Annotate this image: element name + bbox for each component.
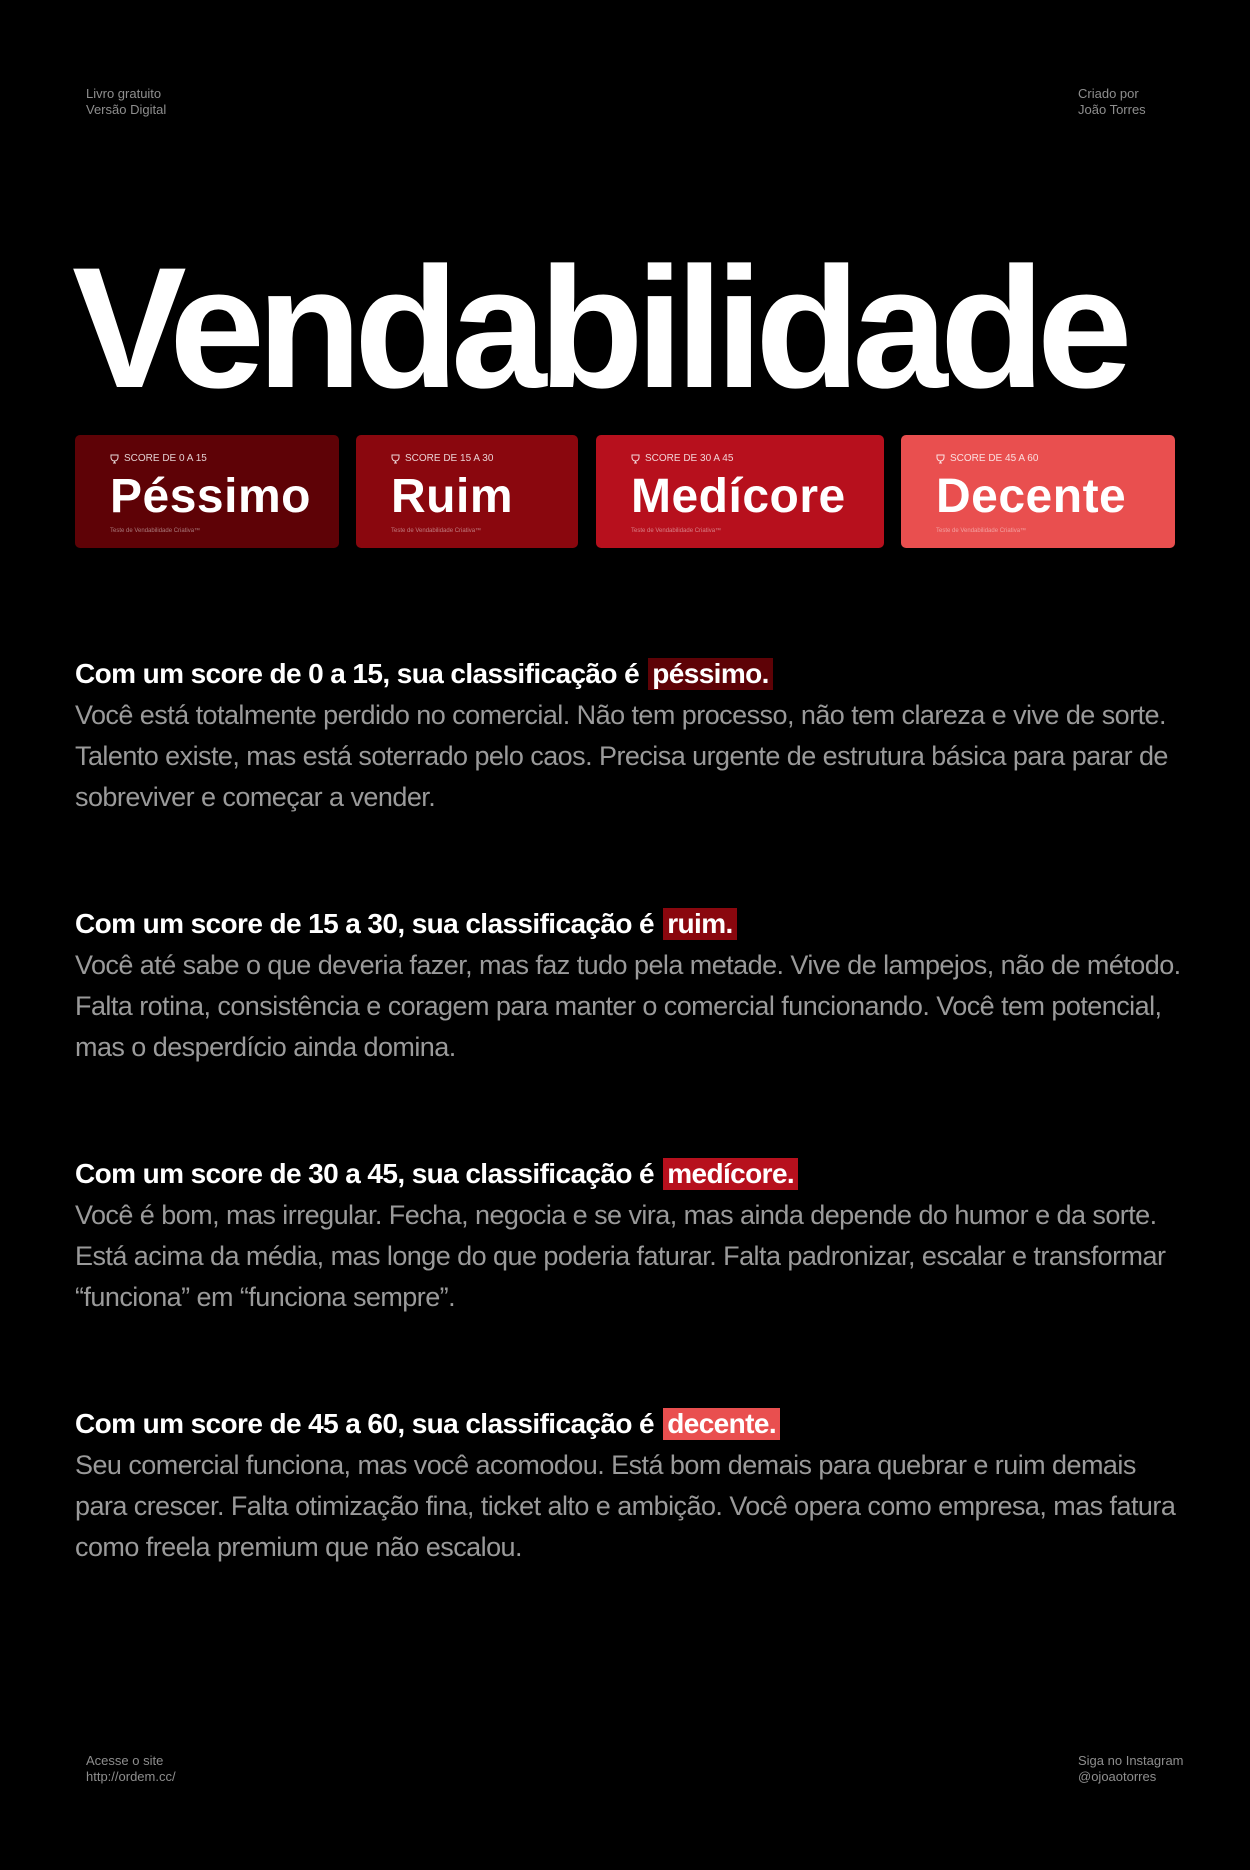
score-card-footer: Teste de Vendabilidade Criativa™	[391, 528, 482, 534]
section-pessimo	[75, 655, 1185, 818]
section-decente	[75, 1405, 1185, 1568]
page-title: Vendabilidade	[72, 232, 1125, 424]
section-heading	[75, 655, 1185, 693]
score-card-pessimo	[75, 435, 339, 548]
section-highlight: medícore.	[663, 1158, 798, 1190]
section-body: Você até sabe o que deveria fazer, mas faz tudo pela metade. Vive de lampejos, não de método. Falta rotina, consistência e coragem para manter o comercial funcionando. Você tem potencial, mas o desperdício ainda domina.	[75, 950, 1181, 1062]
score-card-label: Medícore	[631, 470, 846, 523]
header-left	[86, 86, 166, 118]
section-highlight: ruim.	[663, 908, 736, 940]
section-body: Você está totalmente perdido no comercial. Não tem processo, não tem clareza e vive de sorte. Talento existe, mas está soterrado pelo caos. Precisa urgente de estrutura básica para parar de sobreviver e começar a vender.	[75, 700, 1168, 812]
section-highlight: decente.	[663, 1408, 780, 1440]
section-heading	[75, 905, 1185, 943]
header-left-line1: Livro gratuito	[86, 86, 162, 101]
score-card-range-text: SCORE DE 15 A 30	[405, 453, 494, 464]
section-heading-text: Com um score de 15 a 30, sua classificação é	[75, 908, 655, 939]
score-card-footer: Teste de Vendabilidade Criativa™	[110, 528, 201, 534]
score-card-footer: Teste de Vendabilidade Criativa™	[631, 528, 722, 534]
score-card-range	[391, 453, 493, 465]
score-card-medicore	[596, 435, 884, 548]
section-heading-text: Com um score de 45 a 60, sua classificação é	[75, 1408, 655, 1439]
score-card-range-text: SCORE DE 0 A 15	[124, 453, 207, 464]
score-card-decente	[901, 435, 1175, 548]
score-card-range-text: SCORE DE 45 A 60	[950, 453, 1039, 464]
section-heading	[75, 1155, 1185, 1193]
header-right	[1078, 86, 1146, 118]
header-right-line2: João Torres	[1078, 102, 1146, 117]
footer-right	[1078, 1753, 1184, 1785]
section-body: Você é bom, mas irregular. Fecha, negocia e se vira, mas ainda depende do humor e da sorte. Está acima da média, mas longe do que poderia faturar. Falta padronizar, escalar e transformar “funciona” em “funciona sempre”.	[75, 1200, 1166, 1312]
section-ruim	[75, 905, 1185, 1068]
score-card-ruim	[356, 435, 578, 548]
trophy-icon	[631, 454, 640, 464]
section-medicore	[75, 1155, 1185, 1318]
score-card-range-text: SCORE DE 30 A 45	[645, 453, 734, 464]
trophy-icon	[391, 454, 400, 464]
score-card-label: Ruim	[391, 470, 513, 523]
score-card-label: Péssimo	[110, 470, 311, 523]
score-card-range	[936, 453, 1038, 465]
score-card-range	[110, 453, 207, 465]
footer-site-label: Acesse o site	[86, 1753, 164, 1768]
section-heading-text: Com um score de 30 a 45, sua classificação é	[75, 1158, 655, 1189]
header-right-line1: Criado por	[1078, 86, 1139, 101]
footer-site-link[interactable]: http://ordem.cc/	[86, 1769, 176, 1784]
footer-left	[86, 1753, 176, 1785]
section-heading-text: Com um score de 0 a 15, sua classificação é	[75, 658, 640, 689]
header-left-line2: Versão Digital	[86, 102, 167, 117]
trophy-icon	[936, 454, 945, 464]
section-highlight: péssimo.	[648, 658, 773, 690]
footer-instagram-handle[interactable]: @ojoaotorres	[1078, 1769, 1157, 1784]
section-body: Seu comercial funciona, mas você acomodou. Está bom demais para quebrar e ruim demais para crescer. Falta otimização fina, ticket alto e ambição. Você opera como empresa, mas fatura como freela premium que não escalou.	[75, 1450, 1176, 1562]
trophy-icon	[110, 454, 119, 464]
footer-instagram-label: Siga no Instagram	[1078, 1753, 1184, 1768]
score-card-footer: Teste de Vendabilidade Criativa™	[936, 528, 1027, 534]
section-heading	[75, 1405, 1185, 1443]
score-card-label: Decente	[936, 470, 1127, 523]
score-card-range	[631, 453, 733, 465]
